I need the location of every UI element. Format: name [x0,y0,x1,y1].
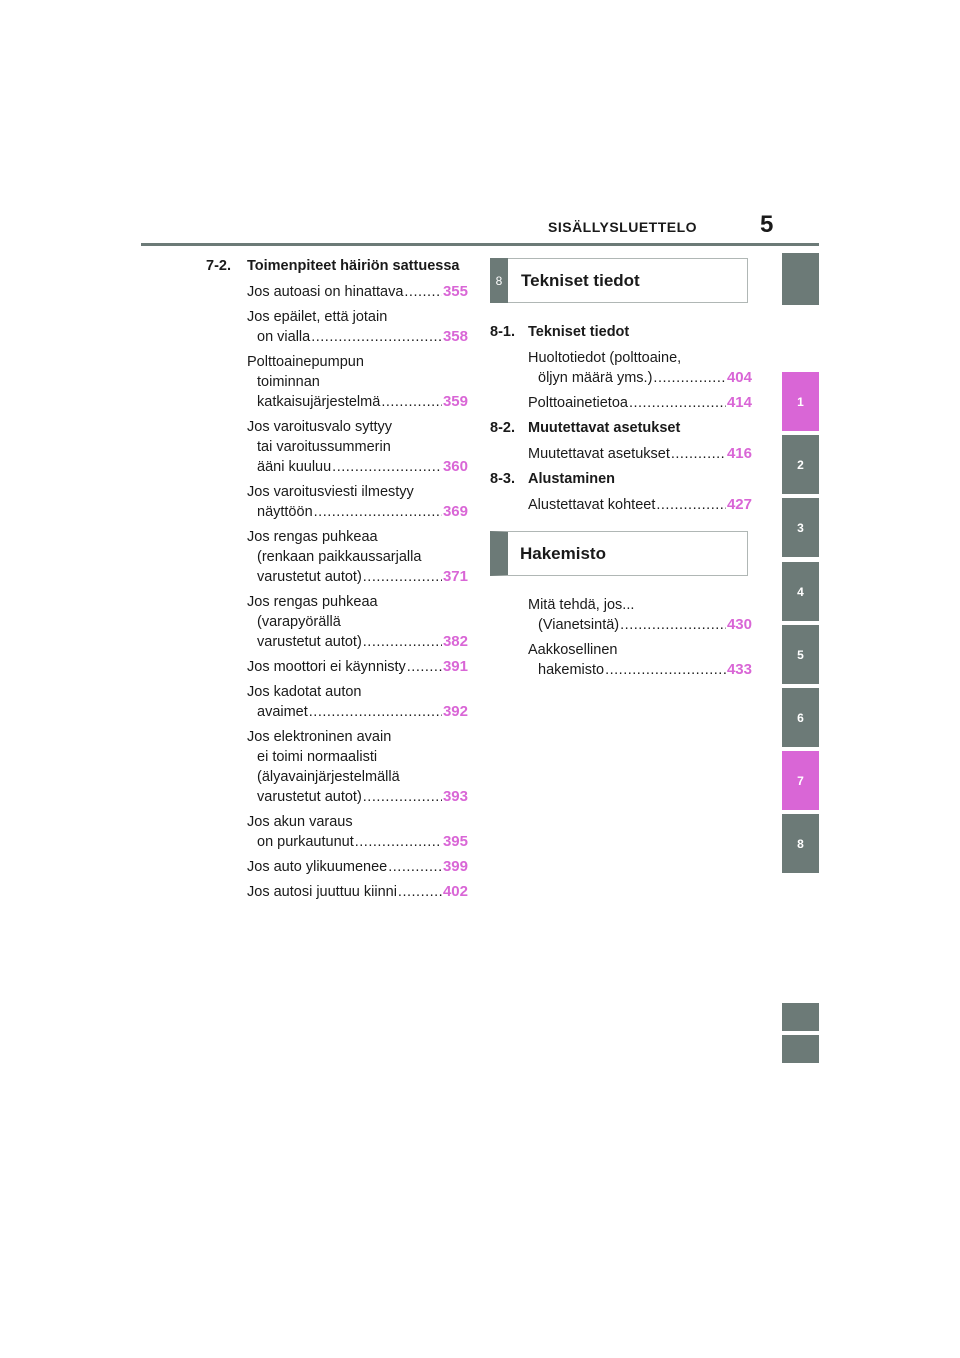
toc-entry-line: Jos akun varaus [247,814,353,830]
page-link[interactable]: 414 [726,394,752,411]
toc-entry-line: Jos varoitusvalo syttyy [247,419,393,435]
toc-entry-line: Huoltotiedot (polttoaine, [528,350,682,366]
toc-entry-text: ääni kuuluu [257,459,332,475]
chapter-tab-5[interactable]: 5 [782,625,819,684]
dot-leader [381,392,442,412]
toc-entry-text: on vialla [257,329,311,345]
toc-entry[interactable] [247,527,468,587]
toc-entry[interactable] [247,482,468,522]
dot-leader [363,787,442,807]
toc-entry-text: Muutettavat asetukset [528,446,670,462]
page-link[interactable]: 433 [726,661,752,678]
toc-entry-last-line [528,393,752,413]
toc-entry-text: hakemisto [538,662,605,678]
page-link[interactable]: 371 [442,568,468,585]
toc-entry-line: (renkaan paikkaussarjalla [257,549,422,565]
sidebar-block [782,253,819,305]
section-title: Alustaminen [528,471,616,487]
toc-entry[interactable] [247,727,468,807]
toc-entry-line: Mitä tehdä, jos... [528,597,635,613]
page-link[interactable]: 391 [442,658,468,675]
toc-entry[interactable] [528,640,752,680]
toc-entry-text: varustetut autot) [257,634,362,650]
toc-entry-text: Jos autoasi on hinattava [247,284,404,300]
toc-entry-last-line [528,444,752,464]
toc-entry-line: Jos varoitusviesti ilmestyy [247,484,414,500]
toc-entry-last-line [528,615,752,635]
page-link[interactable]: 430 [726,616,752,633]
dot-leader [605,660,726,680]
index-entry-list [490,595,752,680]
toc-entry-text: Alustettavat kohteet [528,497,656,513]
toc-entry[interactable] [247,682,468,722]
toc-entry-text: Jos moottori ei käynnisty [247,659,406,675]
toc-entry-line: ei toimi normaalisti [257,749,378,765]
left-column [206,256,468,907]
dot-leader [656,495,726,515]
chapter-tab: 8 [490,258,508,303]
index-box [490,531,748,576]
page-link[interactable]: 369 [442,503,468,520]
toc-entry[interactable] [247,592,468,652]
toc-entry-line: Jos rengas puhkeaa [247,594,378,610]
toc-entry[interactable] [247,282,468,302]
toc-entry[interactable] [247,882,468,902]
dot-leader [653,368,726,388]
toc-entry-line: Aakkosellinen [528,642,618,658]
toc-entry[interactable] [528,444,752,464]
page-link[interactable]: 404 [726,369,752,386]
chapter-tab-2[interactable]: 2 [782,435,819,494]
toc-entry-text: Polttoainetietoa [528,395,628,411]
right-column [490,258,752,685]
toc-entry[interactable] [247,417,468,477]
toc-entry-text: Jos autosi juuttuu kiinni [247,884,397,900]
page-link[interactable]: 393 [442,788,468,805]
page-link[interactable]: 359 [442,393,468,410]
page-link[interactable]: 360 [442,458,468,475]
toc-entry-text: (Vianetsintä) [538,617,620,633]
page-link[interactable]: 395 [442,833,468,850]
toc-entry-last-line [247,457,468,477]
toc-entry[interactable] [528,595,752,635]
toc-entry-line: (älyavainjärjestelmällä [257,769,400,785]
toc-entry-last-line [247,857,468,877]
dot-leader [407,657,442,677]
toc-entry-last-line [247,632,468,652]
toc-entry-last-line [247,657,468,677]
toc-entry-text: öljyn määrä yms.) [538,370,653,386]
toc-entry-last-line [247,832,468,852]
section-heading [490,322,752,342]
section-number: 7-2. [206,258,231,274]
page-number: 5 [760,211,774,238]
section-heading [490,418,752,438]
toc-entry-last-line [247,787,468,807]
header-rule [141,243,819,246]
header-title: SISÄLLYSLUETTELO [548,219,698,235]
page-link[interactable]: 382 [442,633,468,650]
toc-entry-line: tai varoitussummerin [257,439,391,455]
section-heading [490,469,752,489]
toc-entry-text: näyttöön [257,504,313,520]
page-link[interactable]: 392 [442,703,468,720]
toc-entry-last-line [528,660,752,680]
toc-entry[interactable] [247,657,468,677]
index-title: Hakemisto [520,543,606,563]
toc-entry[interactable] [528,348,752,388]
toc-entry-last-line [247,392,468,412]
toc-entry-text: avaimet [257,704,308,720]
toc-entry-last-line [247,502,468,522]
chapter-tab-6[interactable]: 6 [782,688,819,747]
dot-leader [314,502,442,522]
page-link[interactable]: 358 [442,328,468,345]
toc-entry-line: toiminnan [257,374,320,390]
page-link[interactable]: 399 [442,858,468,875]
chapter-tab-7[interactable]: 7 [782,751,819,810]
toc-entry-last-line [247,282,468,302]
section-title: Toimenpiteet häiriön sattuessa [247,258,460,274]
dot-leader [309,702,442,722]
toc-entry-text: katkaisujärjestelmä [257,394,381,410]
section-title: Muutettavat asetukset [528,420,681,436]
dot-leader [620,615,726,635]
page-link[interactable]: 416 [726,445,752,462]
toc-entry-last-line [247,567,468,587]
page-link[interactable]: 427 [726,496,752,513]
section-heading [206,256,468,276]
dot-leader [388,857,442,877]
toc-entry-text: varustetut autot) [257,789,362,805]
toc-entry-text: on purkautunut [257,834,354,850]
toc-entry-last-line [528,368,752,388]
toc-entry-last-line [528,495,752,515]
dot-leader [311,327,442,347]
toc-entry-last-line [247,882,468,902]
toc-entry-line: Jos kadotat auton [247,684,362,700]
toc-entry-line: (varapyörällä [257,614,341,630]
dot-leader [355,832,442,852]
dot-leader [404,282,442,302]
dot-leader [363,632,442,652]
dot-leader [629,393,726,413]
sidebar-block [782,1035,819,1063]
toc-entry-line: Jos elektroninen avain [247,729,392,745]
toc-entry-text: Jos auto ylikuumenee [247,859,388,875]
toc-entry-line: Jos rengas puhkeaa [247,529,378,545]
chapter-title: Tekniset tiedot [521,270,640,290]
toc-entry[interactable] [247,812,468,852]
dot-leader [671,444,726,464]
sidebar-block [782,1003,819,1031]
chapter-tab-1[interactable]: 1 [782,372,819,431]
dot-leader [363,567,442,587]
toc-entry[interactable] [247,857,468,877]
page-link[interactable]: 355 [442,283,468,300]
toc-entry-line: Jos epäilet, että jotain [247,309,388,325]
toc-entry[interactable] [247,307,468,347]
section-list [490,322,752,515]
chapter-tab-4[interactable]: 4 [782,562,819,621]
dot-leader [332,457,442,477]
section-number: 8-2. [490,420,515,436]
dot-leader [398,882,442,902]
chapter-tab-3[interactable]: 3 [782,498,819,557]
section-number: 8-1. [490,324,515,340]
section-title: Tekniset tiedot [528,324,630,340]
toc-entry[interactable] [528,495,752,515]
toc-entry[interactable] [247,352,468,412]
toc-entry-list [206,282,468,902]
section-number: 8-3. [490,471,515,487]
toc-entry[interactable] [528,393,752,413]
page-link[interactable]: 402 [442,883,468,900]
toc-entry-line: Polttoainepumpun [247,354,364,370]
toc-entry-last-line [247,327,468,347]
chapter-box [490,258,748,303]
toc-entry-text: varustetut autot) [257,569,362,585]
chapter-tab-8[interactable]: 8 [782,814,819,873]
toc-entry-last-line [247,702,468,722]
